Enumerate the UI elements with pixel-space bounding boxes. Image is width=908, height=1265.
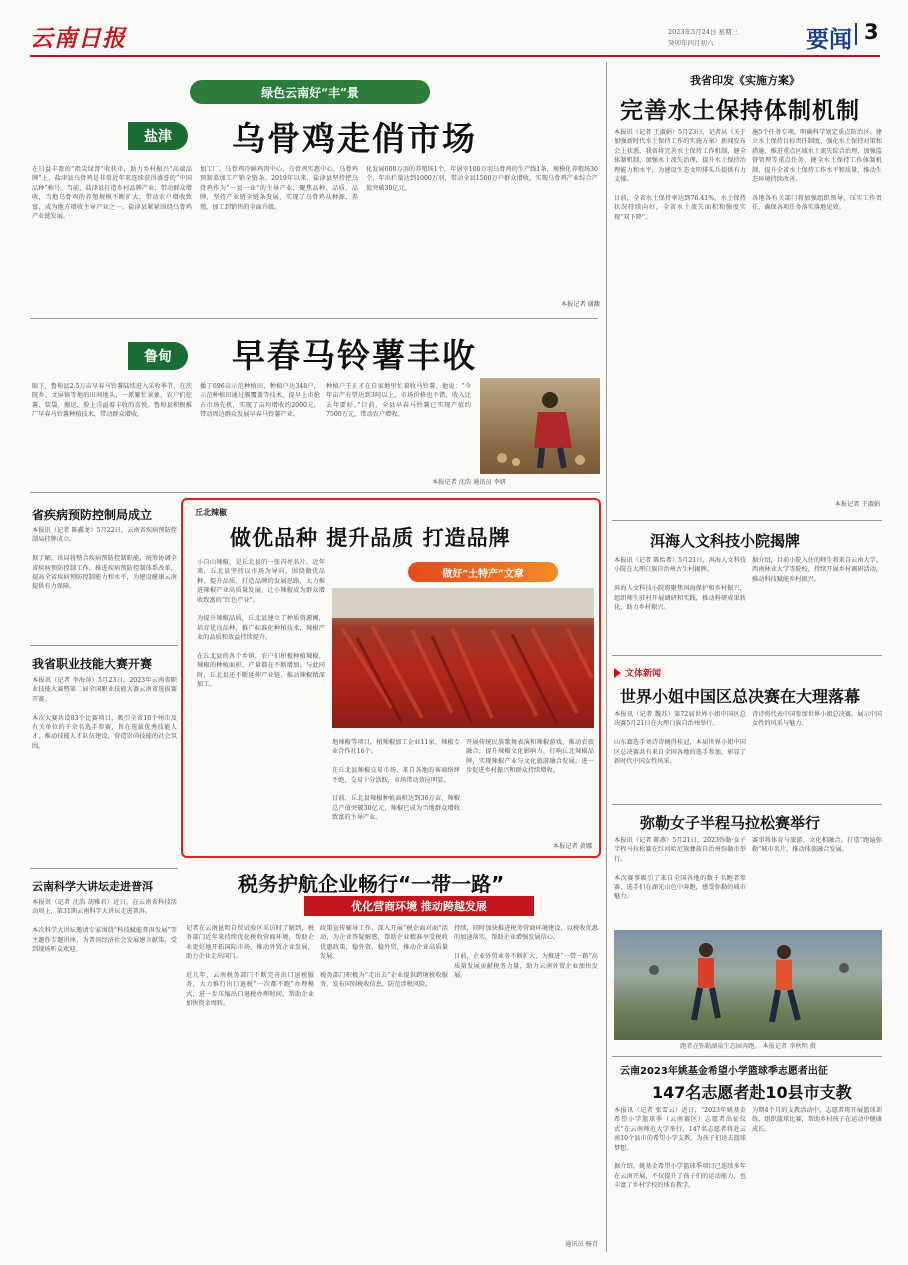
headline-yanjin: 乌骨鸡走俏市场: [232, 119, 477, 158]
headline-science-forum: 云南科学大讲坛走进普洱: [32, 880, 153, 893]
body-erhai: 本报讯（记者 陈怡希）5月21日，洱海人文科技小院在大理白族自治州古生村揭牌。 洱海人文科技小院将聚焦洱海保护和乡村振兴，组织师生驻村开展调研和实践，推动科研成果转化，助力乡村振兴。: [614, 557, 746, 612]
headline-marathon: 弥勒女子半程马拉松赛举行: [640, 814, 821, 832]
body-miss-world: 本报讯（记者 魏苏）第72届世界小姐中国区总决赛5月21日在大理白族自治州举行。 山东籍选手刘诗诗摘得桂冠，本届世界小姐中国区总决赛共有来自全国各地的选手参加，彰显了新时代中国女性风采。: [614, 711, 746, 766]
banner-business-env: [304, 896, 534, 916]
body-science-forum: 本报讯（记者 沈浩 胡雅君）近日，在云南省科技活动周上，第31期云南科学大讲坛走进普洱。 本次科学大讲坛邀请专家围绕“科技赋能普洱发展”等主题作专题讲座，为普洱经济社会发展建言献策，受到现场听众欢迎。: [32, 899, 177, 954]
theme-banner: [190, 80, 430, 104]
arrow-icon: [614, 668, 621, 678]
newspaper-logo: 云南日报: [30, 25, 126, 52]
sports-section-text: 文体新闻: [625, 669, 662, 679]
body-yao-fund-2: 为期4个月的支教活动中，志愿者将开展篮球训练、组织篮球比赛，帮助乡村孩子在运动中健康成长。: [752, 1107, 882, 1133]
page-number: 3: [864, 20, 879, 44]
headline-cdc: 省疾病预防控制局成立: [32, 508, 153, 522]
body-ludian-col1: 眼下，鲁甸县2.5万亩早春马铃薯陆续进入采收季节，在茨院乡、文屏镇等地的田间地头，一派繁忙景象，农户们挖薯、装袋、搬运，脸上洋溢着丰收的喜悦。鲁甸县积极推广早春马铃薯种植技术，带动群众增收。: [32, 383, 192, 419]
body-miss-world-2: 诗诗将代表中国参加世界小姐总决赛，展示中国女性的风采与魅力。: [752, 711, 882, 728]
headline-yao-fund-line1: 云南2023年姚基金希望小学篮球季志愿者出征: [620, 1066, 828, 1077]
kicker-water-plan: 我省印发《实施方案》: [690, 74, 800, 87]
headline-yao-fund-line2: 147名志愿者赴10县市支教: [652, 1083, 852, 1102]
body-tax-col1: 记者在云南昆明自贸试验区采访时了解到，税务部门近年来持续优化税收营商环境，帮助企业更好地开拓国际市场，推动外贸企业发展，助力企业走出国门。 近几年，云南税务部门不断完善出口退税服务，大力推行出口退税“一次都不跑”办理模式，进一步压缩出口退税办理时间，帮助企业加快资金周转。: [186, 925, 314, 1008]
photo-marathon-runners: [614, 930, 882, 1040]
headline-skills-contest: 我省职业技能大赛开赛: [32, 657, 153, 671]
date-line: 2023年5月24日 星期三: [668, 28, 739, 36]
caption-marathon: 跑者在弥勒湖泉生态园奔跑。 本报记者 李秋明 摄: [680, 1043, 816, 1050]
kicker-qiubei: 丘北辣椒: [195, 507, 227, 517]
banner-business-env-text: 优化营商环境 推动跨越发展: [351, 900, 487, 913]
body-chili-col2: 地辣椒等项目，植辣椒加工企业11家，辣椒专业合作社16个。 在丘北县辣椒交易市场，来自各地的客商络绎不绝，交易十分活跃，市场带动效应明显。 目前，丘北县辣椒种植面积达到36万亩，辣椒总产值突破30亿元，辣椒已成为当地群众增收致富的主导产业。: [332, 739, 460, 822]
banner-tutechan: [408, 562, 558, 582]
byline-tax: 通讯员 杨青: [565, 1241, 598, 1248]
lunar-line: 癸卯年四月初六: [668, 39, 714, 47]
headline-tax: 税务护航企业畅行“一带一路”: [238, 872, 505, 896]
body-yao-fund: 本报讯（记者 张雪云）近日，“2023年姚基金希望小学篮球季（云南赛区）志愿者出征仪式”在云南师范大学举行，147名志愿者将赴云南10个县市的希望小学支教，为孩子们送去篮球梦想。 据介绍，姚基金希望小学篮球季项目已连续多年在云南开展，不仅提升了孩子们的运动能力，也丰富了乡村学校的体育教学。: [614, 1107, 746, 1190]
body-water-col2: 施5个任务专项，明确科学划定重点防治区、建立水土保持目标责任制度、强化水土保持对策和措施、推进重点区域水土流失综合治理、加强监督管理等重点任务，健全水土保持工作体制机制，提升全省水土保持工作水平和质量，推动生态环境持续改善。 各地各有关部门将加强组织领导，压实工作责任，确保各项任务落实落地见效。: [752, 129, 882, 212]
photo-chili-drying: [332, 588, 594, 728]
body-yanjin-col2: 加工厂，乌骨鸡冷鲜鸡肉中心，乌骨鸡实惠中心，乌骨鸡预制菜加工产销全链条。2019年以来，盐津县坚持把乌骨鸡作为“一县一业”的主导产业，聚焦品种、品质、品牌，坚持产业链全链条发展，实现了乌骨鸡从种源、养殖、加工到销售的全面升级。: [200, 166, 358, 211]
body-marathon-2: 赛事将体育与旅游、文化相融合，打造“跑遍弥勒”城市名片，推动体旅融合发展。: [752, 837, 882, 854]
place-badge-ludian: 鲁甸: [128, 342, 188, 370]
chili-pattern-icon: [332, 588, 594, 728]
headline-ludian: 早春马铃薯丰收: [232, 336, 477, 375]
banner-tutechan-text: 做好“土特产”文章: [442, 568, 524, 580]
byline-yanjin: 本报记者 谢馥: [560, 301, 600, 308]
farmer-figure-icon: [480, 378, 600, 474]
body-erhai-2: 据介绍，目前小院入住的师生将来自云南大学、西南林业大学等院校，持续开展乡村调研活动，推动科技赋能乡村振兴。: [752, 557, 882, 583]
body-ludian-col3: 种植户王正才在自家地里忙着收马铃薯，他说：“今年亩产有望达到3吨以上，市场价格也不错，收入比去年要好。”目前，全县早春马铃薯已实现产值约7500万元，带动农户增收。: [326, 383, 471, 419]
body-tax-col3: 持续，同时加快推进税务营商环境建设，以税收优惠的加速落实，帮助企业增强发展信心。 目前，企业外贸业务不断扩大，为推进“一带一路”高质量发展贡献税务力量，助力云南外贸企业加快发展。: [454, 925, 598, 980]
body-ludian-col2: 播了696亩示范种植田，种植户达348户，示范种植田通过膜覆盖等技术，提早上市抢占市场先机，实现了亩均增收约2000元，带动周边群众发展早春马铃薯产业。: [200, 383, 320, 419]
photo-potato-harvest: [480, 378, 600, 474]
headline-erhai: 洱海人文科技小院揭牌: [650, 532, 801, 550]
place-badge-yanjin: 盐津: [128, 122, 188, 150]
body-yanjin-col3: 化发展600万羽的养殖场1个，年屠宰100万羽乌骨鸡的生产线1条，规模化养殖场30个，年出栏量达到1000万羽，带动全县1500万户群众增收，实现乌骨鸡产业综合产值突破30亿元。: [366, 166, 598, 192]
byline-water: 本报记者 王淑娟: [834, 501, 880, 508]
headline-miss-world: 世界小姐中国区总决赛在大理落幕: [620, 687, 861, 706]
body-marathon: 本报讯（记者 陈燕）5月21日，2023弥勒·女子半程马拉松赛在红河哈尼族彝族自治州弥勒市举行。 本次赛事吸引了来自全国各地的数千名跑者参赛，选手们在湖光山色中奔跑，感受弥勒的城市魅力。: [614, 837, 746, 901]
body-tax-col2: 政策宣传辅导工作，深入开展“税企面对面”活动，为企业答疑解惑，帮助企业精准享受税收优惠政策，稳外资、稳外贸，推动企业高质量发展。 税务部门积极为“走出去”企业提供跨境税收服务，发布国别税收信息，防范涉税风险。: [320, 925, 448, 989]
body-water-col1: 本报讯（记者 王淑娟）5月23日，记者从《关于加强新时代水土保持工作的实施方案》新闻发布会上获悉，我省将完善水土保持工作机制，健全体制机制，加强水土流失治理，提升水土保持治理能力和水平，为建设生态文明排头兵提供有力支撑。 目前，全省水土保持率达到76.41%，水土保持状况持续向好，全省水土流失面积和强度实现“双下降”。: [614, 129, 746, 221]
body-skills-contest: 本报讯（记者 李海萍）5月23日，2023年云南省职业技能大赛暨第二届全国职业技能大赛云南省选拔赛开赛。 本次大赛共设83个比赛项目，吸引全省16个州市及有关单位的千余名选手参赛，旨在选拔优秀技能人才，推动技能人才队伍建设，营造崇尚技能的社会氛围。: [32, 677, 177, 750]
headline-chili: 做优品种 提升品质 打造品牌: [230, 526, 511, 550]
headline-water: 完善水土保持体制机制: [620, 98, 860, 124]
section-title: 要闻: [806, 27, 852, 53]
byline-ludian: 本报记者 沈浩 通讯员 李妍: [432, 479, 506, 486]
body-chili-col3: 开展传统民族歌舞表演和辣椒游戏，推动农旅融合，提升辣椒文化影响力，打响丘北辣椒品牌，实现辣椒产业与文化旅游融合发展，进一步促进乡村振兴和群众持续增收。: [466, 739, 594, 775]
runners-icon: [614, 930, 882, 1040]
theme-banner-text: 绿色云南好“丰”景: [261, 85, 359, 100]
sports-section-label: [614, 666, 661, 679]
body-chili-col1: 小自山辣椒，是丘北县的一张闪亮名片。近年来，丘北县坚持以市场为导向，围绕做优品种、提升品质、打造品牌的发展思路，大力推进辣椒产业高质量发展，让小辣椒成为群众增收致富的“红色产业”。 为提升辣椒品质，丘北县建立了种质资源圃，培育优良品种，推广标准化种植技术，辣椒产业的品质和效益持续提升。 在丘北县的各个乡镇，农户们积极种植辣椒，辣椒的种植面积、产量都在不断增加。与此同时，丘北县还不断延伸产业链，推动辣椒精深加工。: [197, 559, 325, 689]
body-cdc: 本报讯（记者 陈鑫龙）5月22日，云南省疾病预防控制局挂牌成立。 据了解，该局将整合疾病预防控制职能，统筹协调全省疾病预防控制工作，推进疾病预防控制体系改革，提高全省疾病预防控制能力和水平，为建设健康云南提供有力保障。: [32, 527, 177, 591]
body-yanjin-col1: 在日益丰盈的“指尖绿肾”收获市，助力乡村振兴“高端品牌”上，盐津县乌骨鸡是非常近年来连续获得盛誉的“中国品种”称号。当前，盐津县打造乡村品牌产业，带动群众增收，当地乌骨鸡的养殖规模不断扩大，带动农户增收致富，成为地方增收主导产业之一。盐津县紧紧围绕乌骨鸡产业链发展。: [32, 166, 192, 221]
byline-chili: 本报记者 黄娜: [552, 843, 592, 850]
